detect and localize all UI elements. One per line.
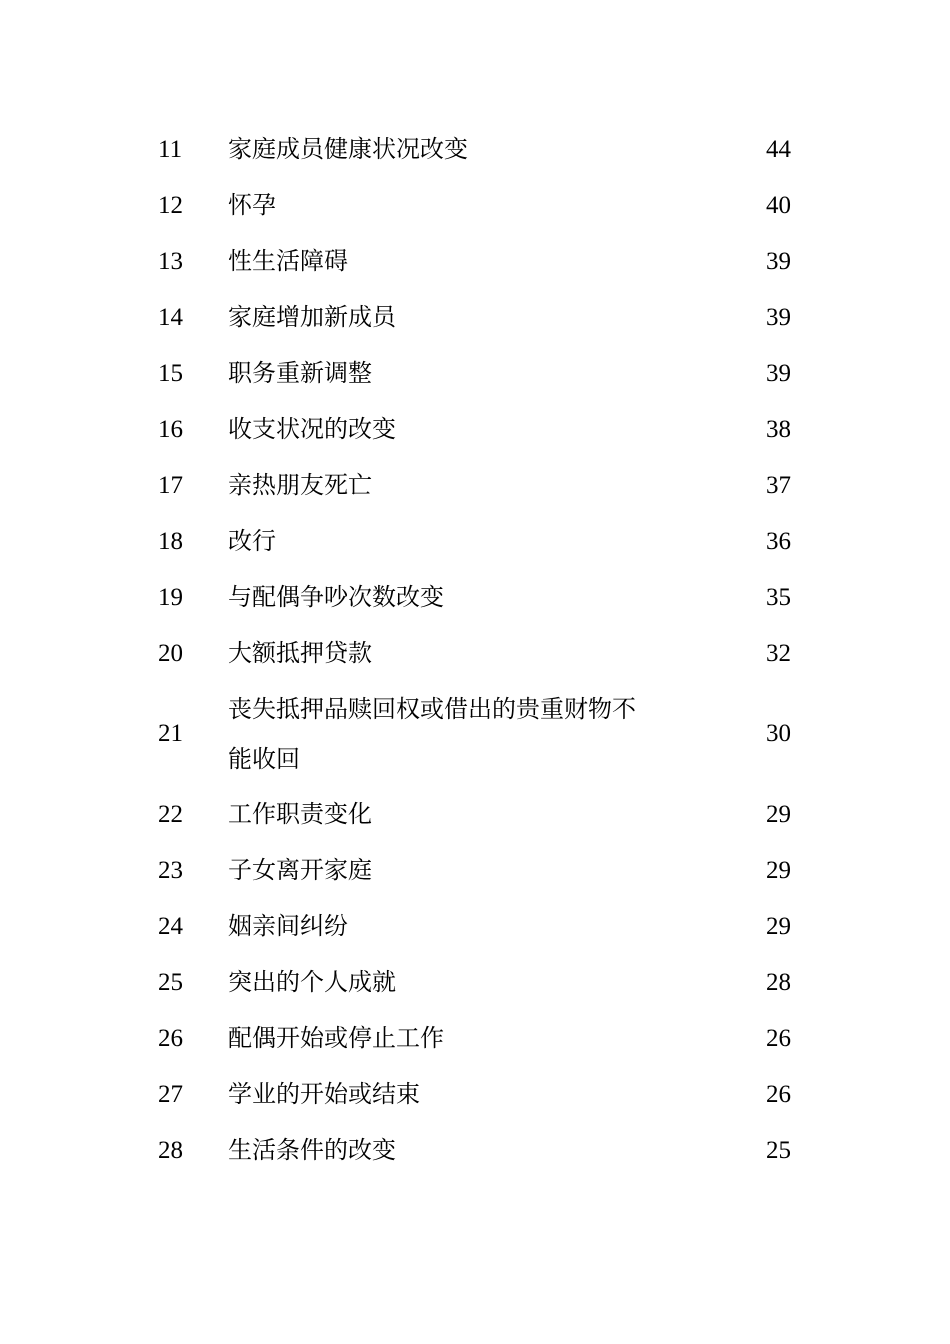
row-number: 17 — [158, 471, 183, 499]
score-value: 26 — [766, 1024, 791, 1052]
score-value: 29 — [766, 912, 791, 940]
score-value: 39 — [766, 359, 791, 387]
event-text: 改行 — [228, 527, 276, 555]
event-text: 家庭成员健康状况改变 — [228, 135, 468, 163]
table-row — [0, 121, 950, 177]
event-text: 性生活障碍 — [228, 247, 348, 275]
table-row — [0, 625, 950, 681]
event-text: 子女离开家庭 — [228, 856, 372, 884]
row-number: 19 — [158, 583, 183, 611]
row-number: 13 — [158, 247, 183, 275]
row-number: 28 — [158, 1136, 183, 1164]
life-events-table — [0, 121, 950, 1178]
row-number: 12 — [158, 191, 183, 219]
table-row — [0, 786, 950, 842]
event-text: 亲热朋友死亡 — [228, 471, 372, 499]
table-row — [0, 681, 950, 786]
event-text: 配偶开始或停止工作 — [228, 1024, 444, 1052]
event-text: 怀孕 — [228, 191, 276, 219]
row-number: 16 — [158, 415, 183, 443]
table-row — [0, 345, 950, 401]
score-value: 26 — [766, 1080, 791, 1108]
event-text: 与配偶争吵次数改变 — [228, 583, 444, 611]
row-number: 21 — [158, 720, 183, 747]
score-value: 39 — [766, 247, 791, 275]
row-number: 27 — [158, 1080, 183, 1108]
row-number: 11 — [158, 135, 183, 163]
score-value: 44 — [766, 135, 791, 163]
score-value: 28 — [766, 968, 791, 996]
row-number: 18 — [158, 527, 183, 555]
table-row — [0, 289, 950, 345]
table-row — [0, 1122, 950, 1178]
event-text: 职务重新调整 — [228, 359, 372, 387]
score-value: 39 — [766, 303, 791, 331]
event-text: 家庭增加新成员 — [228, 303, 396, 331]
row-number: 25 — [158, 968, 183, 996]
table-row — [0, 1066, 950, 1122]
score-value: 40 — [766, 191, 791, 219]
score-value: 30 — [766, 720, 791, 747]
row-number: 26 — [158, 1024, 183, 1052]
score-value: 29 — [766, 800, 791, 828]
score-value: 25 — [766, 1136, 791, 1164]
score-value: 37 — [766, 471, 791, 499]
row-number: 22 — [158, 800, 183, 828]
score-value: 36 — [766, 527, 791, 555]
table-row — [0, 457, 950, 513]
row-number: 23 — [158, 856, 183, 884]
table-row — [0, 954, 950, 1010]
score-value: 35 — [766, 583, 791, 611]
row-number: 14 — [158, 303, 183, 331]
event-text: 突出的个人成就 — [228, 968, 396, 996]
event-text: 丧失抵押品赎回权或借出的贵重财物不能收回 — [228, 694, 636, 773]
event-text: 收支状况的改变 — [228, 415, 396, 443]
event-text: 大额抵押贷款 — [228, 639, 372, 667]
table-row — [0, 401, 950, 457]
score-value: 29 — [766, 856, 791, 884]
row-number: 20 — [158, 639, 183, 667]
row-number: 24 — [158, 912, 183, 940]
event-text: 生活条件的改变 — [228, 1136, 396, 1164]
table-row — [0, 898, 950, 954]
score-value: 32 — [766, 639, 791, 667]
event-text: 工作职责变化 — [228, 800, 372, 828]
row-number: 15 — [158, 359, 183, 387]
table-row — [0, 177, 950, 233]
table-row — [0, 513, 950, 569]
table-row — [0, 233, 950, 289]
table-row — [0, 842, 950, 898]
table-row — [0, 569, 950, 625]
table-row — [0, 1010, 950, 1066]
event-text: 姻亲间纠纷 — [228, 912, 348, 940]
event-text: 学业的开始或结束 — [228, 1080, 420, 1108]
score-value: 38 — [766, 415, 791, 443]
